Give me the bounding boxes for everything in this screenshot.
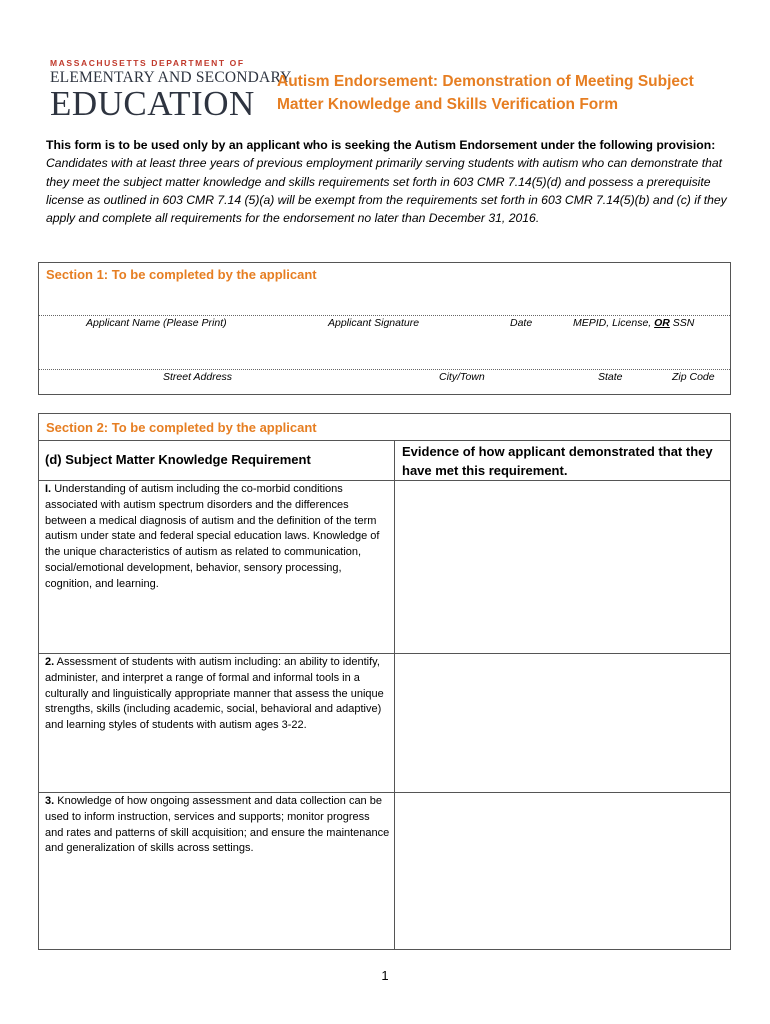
- form-title-line-1: Autism Endorsement: Demonstration of Meeting Subject: [277, 73, 694, 90]
- id-label-or: OR: [654, 317, 670, 329]
- section-1-heading: Section 1: To be completed by the applicant: [46, 267, 317, 282]
- requirement-item: 2. Assessment of students with autism including: an ability to identify, administer, and interpret a range of formal and informal tools in a culturally and linguistically appropriate manner that assess the unique strengths, skills (including academic, social, behavioral and adaptive) and learning styles of students with autism ages 3-22.: [45, 656, 384, 732]
- section-2-table: [38, 413, 731, 950]
- intro-provision-text: Candidates with at least three years of previous employment primarily serving students with autism who can demonstrate that they meet the subject matter knowledge and skills requirements set forth in 603 CMR 7.14(5)(d) and possess a prerequisite license as outlined in 603 CMR 7.14 (5)(a) will be exempt from the requirements set forth in 603 CMR 7.14(5)(b) and (c) if they apply and complete all requirements for the endorsement no later than December 31, 2016.: [46, 156, 727, 226]
- evidence-column-header: Evidence of how applicant demonstrated that they have met this requirement.: [402, 444, 713, 478]
- section-2-heading: Section 2: To be completed by the applicant: [46, 420, 317, 435]
- form-title: [277, 70, 694, 116]
- evidence-field-2[interactable]: [396, 654, 730, 792]
- page-number: 1: [381, 968, 389, 983]
- logo-line-2: ELEMENTARY AND SECONDARY: [50, 69, 292, 86]
- evidence-field-3[interactable]: [396, 793, 730, 949]
- applicant-signature-label: Applicant Signature: [328, 317, 420, 329]
- requirement-column-header: (d) Subject Matter Knowledge Requirement: [45, 452, 311, 467]
- requirement-item: I. Understanding of autism including the co-morbid conditions associated with autism spectrum disorders and the differences between a medical diagnosis of autism and the definition of the term autism under state and federal special education laws. Knowledge of the unique characteristics of autism as related to communication, social/emotional development, behavior, sensory processing, cognition, and learning.: [45, 483, 380, 590]
- id-label-prefix: MEPID, License,: [573, 317, 652, 329]
- street-address-label: Street Address: [163, 371, 233, 383]
- id-label: [573, 317, 694, 329]
- name-signature-line[interactable]: [39, 315, 730, 316]
- intro-paragraph: [46, 136, 728, 227]
- evidence-field-1[interactable]: [396, 481, 730, 653]
- logo-line-3: EDUCATION: [50, 84, 255, 123]
- requirement-item: 3. Knowledge of how ongoing assessment and data collection can be used to inform instruction, services and supports; monitor progress and rates and patterns of skill acquisition; and ensure the maintenance and generalization of skills across settings.: [45, 795, 390, 855]
- dese-logo: [50, 58, 292, 123]
- section-1-box: [38, 262, 731, 395]
- zip-code-label: Zip Code: [672, 371, 715, 383]
- table-divider: [39, 440, 730, 441]
- state-label: State: [598, 371, 623, 383]
- column-divider: [394, 440, 395, 949]
- intro-bold-text: This form is to be used only by an applicant who is seeking the Autism Endorsement under the following provision:: [46, 138, 716, 152]
- applicant-name-label: Applicant Name (Please Print): [86, 317, 227, 329]
- date-label: Date: [510, 317, 533, 329]
- logo-line-1: MASSACHUSETTS DEPARTMENT OF: [50, 58, 245, 68]
- form-title-line-2: Matter Knowledge and Skills Verification Form: [277, 96, 619, 113]
- id-label-suffix: SSN: [672, 317, 695, 329]
- address-line[interactable]: [39, 369, 730, 370]
- city-town-label: City/Town: [439, 371, 485, 383]
